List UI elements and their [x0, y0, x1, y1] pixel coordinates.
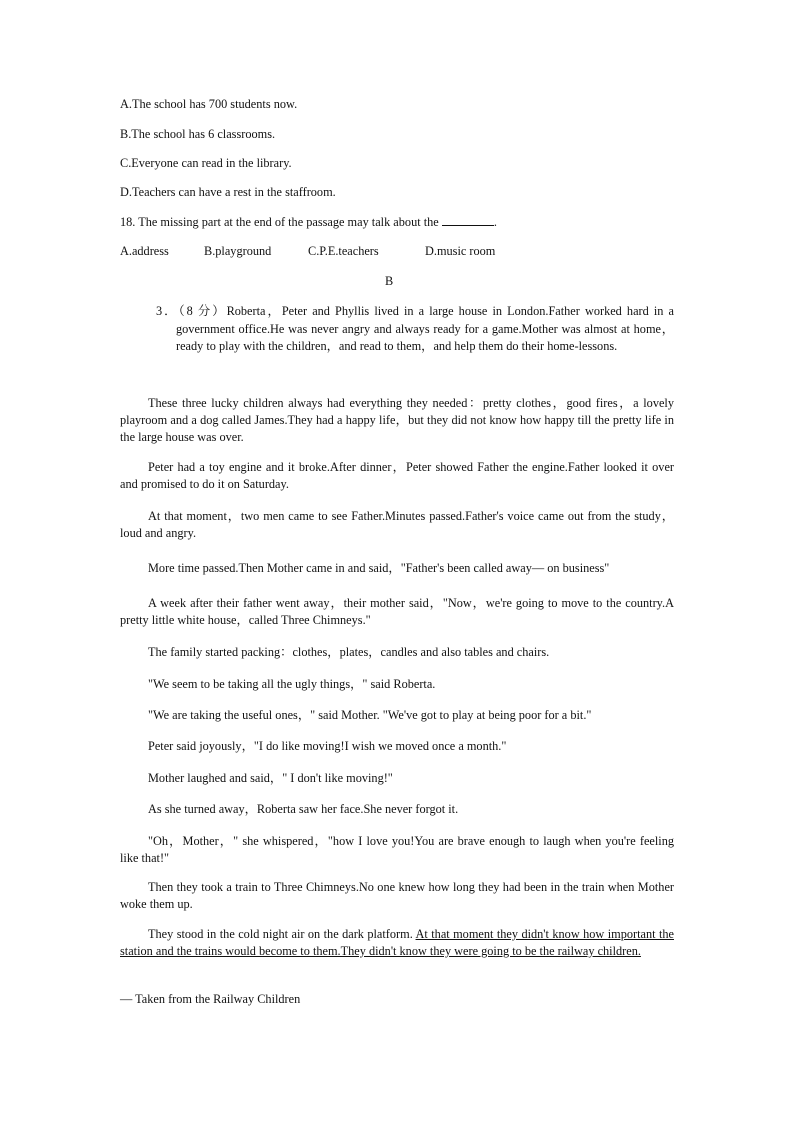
- passage-paragraph-5: A week after their father went away，their mother said，"Now，we're going to move to the country.A pretty little white house，called Three Chimneys.": [120, 596, 674, 627]
- q18-stem-text: 18. The missing part at the end of the passage may talk about the: [120, 215, 439, 229]
- passage-paragraph-1: These three lucky children always had everything they needed：pretty clothes，good fires，a lovely playroom and a dog called James.They had a happy life，but they did not know how happy till the pretty life in the large house was over.: [120, 396, 674, 444]
- passage-paragraph-10: Mother laughed and said，" I don't like moving!": [148, 771, 393, 785]
- answer-blank: [442, 214, 494, 226]
- last-paragraph-plain: They stood in the cold night air on the dark platform.: [148, 927, 416, 941]
- q17-option-d: D.Teachers can have a rest in the staffroom.: [120, 185, 336, 199]
- passage-paragraph-13: Then they took a train to Three Chimneys.No one knew how long they had been in the train when Mother woke them up.: [120, 880, 674, 911]
- underlined-sentence: At that moment they didn't know how important the station and the trains would become to them.They didn't know they were going to be the railway children.: [120, 927, 674, 958]
- q18-option-c: C.P.E.teachers: [308, 244, 379, 258]
- passage-paragraph-4: More time passed.Then Mother came in and said，"Father's been called away— on business": [148, 561, 610, 575]
- section-label: B: [385, 274, 394, 288]
- q17-option-c: C.Everyone can read in the library.: [120, 156, 292, 170]
- passage-paragraph-9: Peter said joyously，"I do like moving!I wish we moved once a month.": [148, 739, 507, 753]
- passage-paragraph-7: "We seem to be taking all the ugly things，" said Roberta.: [148, 677, 436, 691]
- q18-stem-end: .: [493, 215, 497, 229]
- passage-paragraph-3: At that moment，two men came to see Father.Minutes passed.Father's voice came out from the study，loud and angry.: [120, 509, 674, 540]
- passage-source: — Taken from the Railway Children: [120, 992, 301, 1006]
- passage-paragraph-6: The family started packing：clothes，plates，candles and also tables and chairs.: [148, 645, 550, 659]
- q3-text: Roberta，Peter and Phyllis lived in a large house in London.Father worked hard in a government office.He was never angry and always ready for a game.Mother was almost at home，ready to play with the children，and read to them，and help them do their home-lessons.: [176, 304, 674, 353]
- q3-intro: [156, 303, 674, 356]
- q17-option-a: A.The school has 700 students now.: [120, 97, 298, 111]
- passage-paragraph-12: "Oh，Mother，" she whispered，"how I love you!You are brave enough to laugh when you're feeling like that!": [120, 834, 674, 865]
- q18-option-d: D.music room: [425, 244, 496, 258]
- q3-lead: 3．（8 分）: [156, 304, 227, 318]
- q18-option-b: B.playground: [204, 244, 272, 258]
- passage-paragraph-last: [120, 926, 674, 960]
- passage-paragraph-11: As she turned away，Roberta saw her face.She never forgot it.: [148, 802, 459, 816]
- q17-option-b: B.The school has 6 classrooms.: [120, 127, 276, 141]
- passage-paragraph-2: Peter had a toy engine and it broke.After dinner，Peter showed Father the engine.Father looked it over and promised to do it on Saturday.: [120, 460, 674, 491]
- passage-paragraph-8: "We are taking the useful ones，" said Mother. "We've got to play at being poor for a bit.": [148, 708, 592, 722]
- q18-option-a: A.address: [120, 244, 169, 258]
- q18-stem: [120, 214, 497, 231]
